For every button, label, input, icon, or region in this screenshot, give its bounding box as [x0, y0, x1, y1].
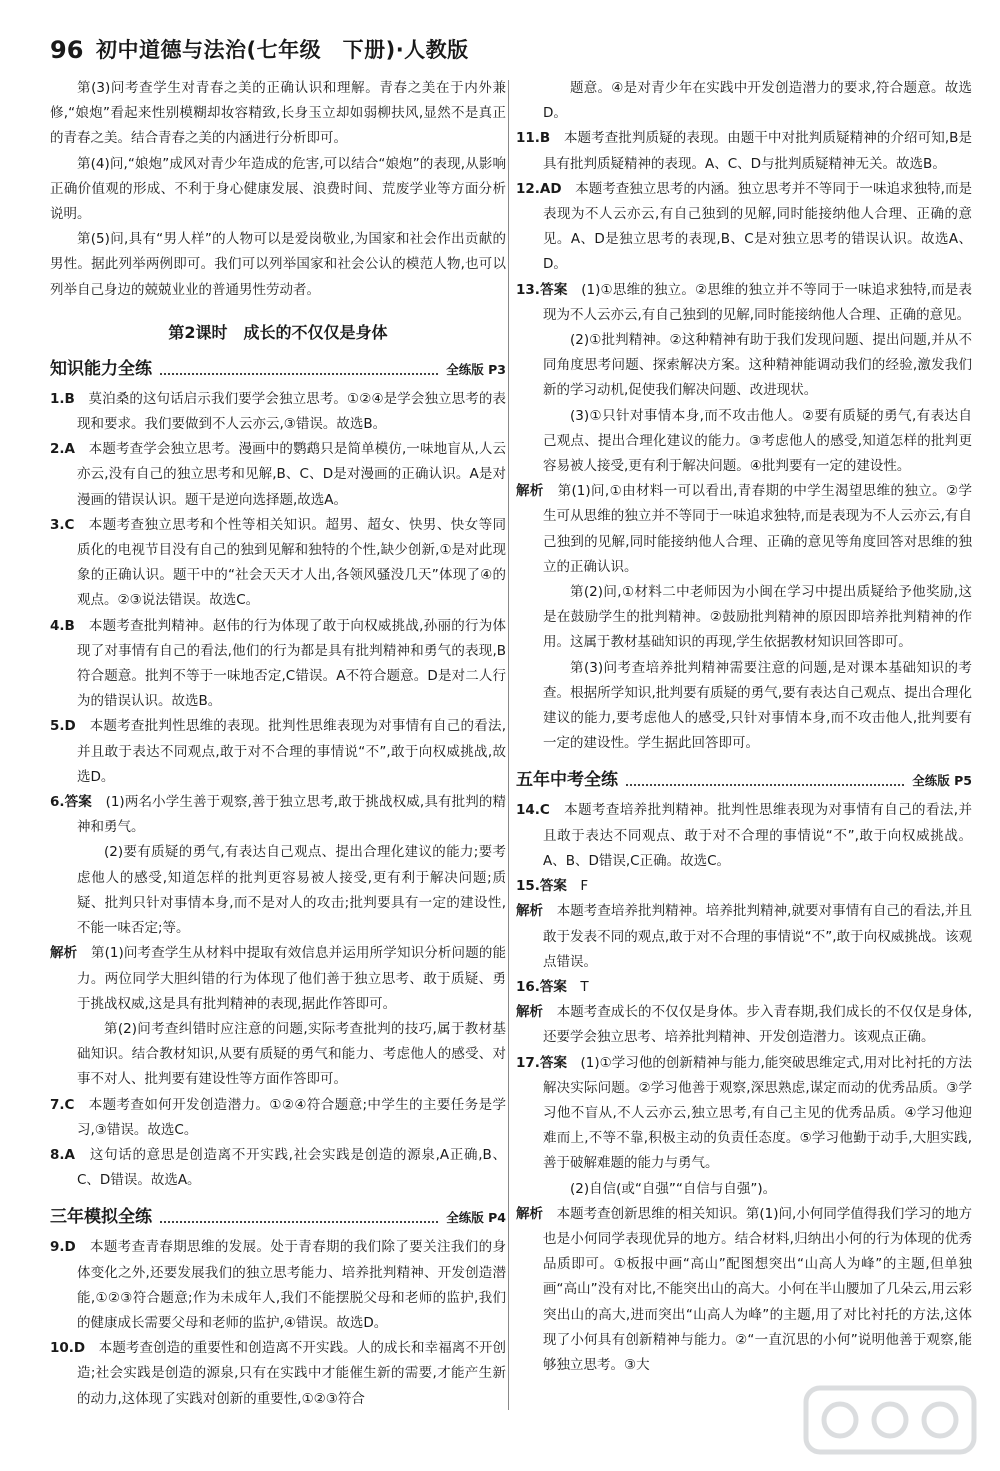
- analysis-item: [516, 1000, 972, 1050]
- answer-item: [50, 714, 506, 790]
- intro-para: 第(4)问,“娘炮”成风对青少年造成的危害,可以结合“娘炮”的表现,从影响正确价值观的形成、不利于身心健康发展、浪费时间、荒废学业等方面分析说明。: [50, 155, 506, 223]
- question-number: 12.AD: [516, 180, 562, 197]
- right-column: [516, 76, 972, 1378]
- answer-text: 本题考查批判精神。赵伟的行为体现了敢于向权威挑战,孙丽的行为体现了对事情有自己的看法,他们的行为都是具有批判精神和勇气的表现,B符合题意。批判不等于一味地否定,C错误。A不符合题意。D是对二人行为的错误认识。故选B。: [77, 617, 507, 710]
- answer-item: [50, 1143, 506, 1193]
- answer-item: [516, 177, 972, 278]
- analysis-text: 第(1)问考查学生从材料中提取有效信息并运用所学知识分析问题的能力。两位同学大胆纠错的行为体现了他们善于独立思考、敢于质疑、勇于挑战权威,这是具有批判精神的表现,据此作答即可。: [77, 945, 507, 1012]
- answer-text: (1)①学习他的创新精神与能力,能突破思维定式,用对比衬托的方法解决实际问题。②学习他善于观察,深思熟虑,谋定而动的优秀品质。③学习他不盲从,不人云亦云,独立思考,有自己主见的优秀品质。④学习他迎难而上,不等不靠,积极主动的负责任态度。⑤学习他勤于动手,大胆实践,善于破解难题的能力与勇气。: [543, 1054, 973, 1172]
- dotted-leader: [160, 373, 438, 375]
- analysis-item: [516, 899, 972, 975]
- analysis-label: 解析: [516, 483, 544, 500]
- analysis-item: [516, 479, 972, 580]
- header-title: 初中道德与法治(七年级 下册)·人教版: [96, 38, 469, 62]
- question-number: 8.A: [50, 1146, 75, 1163]
- answer-item: [516, 126, 972, 176]
- watermark-logo: [800, 1380, 980, 1460]
- question-number: 16.答案: [516, 978, 567, 995]
- question-number: 1.B: [50, 390, 75, 407]
- answer-text: T: [580, 978, 589, 995]
- intro-para: 第(5)问,具有“男人样”的人物可以是爱岗敬业,为国家和社会作出贡献的男性。据此列举两例即可。我们可以列举国家和社会公认的模范人物,也可以列举自己身边的兢兢业业的普通男性劳动者。: [50, 231, 506, 298]
- answer-item: [516, 1051, 972, 1177]
- answer-subpart: (2)①批判精神。②这种精神有助于我们发现问题、提出问题,并从不同角度思考问题、探索解决方案。这种精神能调动我们的经验,激发我们新的学习动机,促使我们解决问题、改进现状。: [543, 332, 972, 399]
- question-number: 2.A: [50, 441, 75, 458]
- analysis-label: 解析: [516, 1004, 544, 1021]
- answer-subpart: (3)①只针对事情本身,而不攻击他人。②要有质疑的勇气,有表达自己观点、提出合理化建议的能力。③考虑他人的感受,知道怎样的批判更容易被人接受,更有利于解决问题。④批判要有一定的建设性。: [543, 407, 972, 475]
- answer-text: 莫泊桑的这句话启示我们要学会独立思考。①②④是学会独立思考的表现和要求。我们要做到不人云亦云,③错误。故选B。: [77, 390, 507, 433]
- answer-text: 本题考查学会独立思考。漫画中的鹦鹉只是简单模仿,一味地盲从,人云亦云,没有自己的独立思考和见解,B、C、D是对漫画的正确认识。A是对漫画的错误认识。题干是逆向选择题,故选A。: [77, 441, 507, 508]
- section-ref: 全练版 P5: [912, 773, 972, 789]
- question-number: 3.C: [50, 516, 75, 533]
- answer-item: [50, 790, 506, 840]
- answer-item: [50, 387, 506, 437]
- question-number: 15.答案: [516, 878, 567, 895]
- answer-subpart: (2)要有质疑的勇气,有表达自己观点、提出合理化建议的能力;要考虑他人的感受,知道怎样的批判更容易被人接受,更有利于解决问题;质疑、批判只针对事情本身,而不是对人的攻击;批判要具有一定的建设性,不能一味否定;等。: [77, 844, 506, 937]
- answer-item: [50, 1336, 506, 1412]
- analysis-label: 解析: [50, 945, 78, 962]
- analysis-item: [50, 941, 506, 1017]
- question-number: 9.D: [50, 1239, 76, 1256]
- analysis-text: 本题考查成长的不仅仅是身体。步入青春期,我们成长的不仅仅是身体,还要学会独立思考、培养批判精神、开发创造潜力。该观点正确。: [543, 1004, 973, 1046]
- analysis-label: 解析: [516, 903, 544, 920]
- answer-item: [516, 874, 972, 899]
- intro-para: 第(3)问考查学生对青春之美的正确认识和理解。青春之美在于内外兼修,“娘炮”看起来性别模糊却妆容精致,长身玉立却如弱柳扶风,显然不是真正的青春之美。结合青春之美的内涵进行分析即可。: [50, 80, 506, 147]
- analysis-text: 本题考查培养批判精神。培养批判精神,就要对事情有自己的看法,并且敢于发表不同的观点,敢于对不合理的事情说“不”,敢于向权威挑战。该观点错误。: [543, 903, 973, 970]
- section-heading: [50, 355, 506, 381]
- question-number: 7.C: [50, 1096, 75, 1113]
- answer-text: (1)两名小学生善于观察,善于独立思考,敢于挑战权威,具有批判的精神和勇气。: [77, 794, 507, 836]
- analysis-subpart: 第(2)问,①材料二中老师因为小闽在学习中提出质疑给予他奖励,这是在鼓励学生的批判精神。②鼓励批判精神的原因即培养批判精神的作用。这属于教材基础知识的再现,学生依据教材知识回答即可。: [543, 584, 972, 651]
- answer-text: 本题考查培养批判精神。批判性思维表现为对事情有自己的看法,并且敢于表达不同观点、敢于对不合理的事情说“不”,敢于向权威挑战。A、B、D错误,C正确。故选C。: [543, 802, 973, 869]
- answer-subpart: (2)自信(或“自强”“自信与自强”)。: [570, 1180, 777, 1197]
- answer-item: [516, 798, 972, 874]
- answer-text: 本题考查青春期思维的发展。处于青春期的我们除了要关注我们的身体变化之外,还要发展我们的独立思考能力、培养批判精神、开发创造潜能,①②③符合题意;作为未成年人,我们不能摆脱父母和老师的监护,我们的健康成长需要父母和老师的监护,④错误。故选D。: [77, 1239, 507, 1331]
- answer-item: [50, 614, 506, 715]
- answer-text: 这句话的意思是创造离不开实践,社会实践是创造的源泉,A正确,B、C、D错误。故选A。: [77, 1146, 507, 1189]
- answer-item: [516, 975, 972, 1000]
- section-ref: 全练版 P3: [446, 361, 506, 377]
- answer-text: 本题考查独立思考和个性等相关知识。超男、超女、快男、快女等同质化的电视节目没有自己的独到见解和独特的个性,缺少创新,①是对此现象的正确认识。题干中的“社会天天才人出,各领风骚没几天”体现了④的观点。②③说法错误。故选C。: [77, 516, 507, 609]
- question-number: 11.B: [516, 130, 551, 147]
- analysis-item: [516, 1202, 972, 1378]
- dotted-leader: [626, 784, 904, 786]
- analysis-text: 第(1)问,①由材料一可以看出,青春期的中学生渴望思维的独立。②学生可从思维的独立并不等同于一味追求独特,而是表现为不人云亦云,有自己独到的见解,同时能接纳他人合理、正确的意见等角度回答对思维的独立的正确认识。: [543, 483, 973, 575]
- answer-text: 本题考查批判性思维的表现。批判性思维表现为对事情有自己的看法,并且敢于表达不同观点,敢于对不合理的事情说“不”,敢于向权威挑战,故选D。: [77, 718, 506, 785]
- answer-text: F: [580, 878, 589, 895]
- lesson-title: 第2课时 成长的不仅仅是身体: [168, 322, 388, 342]
- section-heading: [50, 1203, 506, 1229]
- answer-item: [50, 1235, 506, 1336]
- answer-item: [50, 1093, 506, 1143]
- page-number: 96: [50, 36, 84, 64]
- section-heading: [516, 766, 972, 792]
- answer-text: (1)①思维的独立。②思维的独立并不等同于一味追求独特,而是表现为不人云亦云,有自己独到的见解,同时能接纳他人合理、正确的意见。: [543, 281, 972, 323]
- section-ref: 全练版 P4: [446, 1210, 506, 1226]
- page-header: [50, 30, 950, 72]
- continued-text: 题意。④是对青少年在实践中开发创造潜力的要求,符合题意。故选D。: [543, 80, 972, 122]
- answer-item: [50, 513, 506, 614]
- question-number: 5.D: [50, 718, 76, 735]
- section-name: 知识能力全练: [50, 358, 152, 379]
- answer-text: 本题考查创造的重要性和创造离不开实践。人的成长和幸福离不开创造;社会实践是创造的源泉,只有在实践中才能催生新的需要,才能产生新的动力,这体现了实践对创新的重要性,①②③符合: [77, 1340, 507, 1407]
- question-number: 6.答案: [50, 794, 92, 811]
- answer-text: 本题考查独立思考的内涵。独立思考并不等同于一味追求独特,而是表现为不人云亦云,有自己独到的见解,同时能接纳他人合理、正确的意见。A、D是独立思考的表现,B、C是对独立思考的错误认识。故选A、D。: [543, 180, 972, 273]
- column-divider: [508, 80, 509, 1410]
- answer-text: 本题考查如何开发创造潜力。①②④符合题意;中学生的主要任务是学习,③错误。故选C。: [77, 1096, 506, 1138]
- question-number: 17.答案: [516, 1054, 567, 1071]
- question-number: 10.D: [50, 1340, 86, 1357]
- analysis-subpart: 第(3)问考查培养批判精神需要注意的问题,是对课本基础知识的考查。根据所学知识,批判要有质疑的勇气,要有表达自己观点、提出合理化建议的能力,要考虑他人的感受,只针对事情本身,而不攻击他人,批判要有一定的建设性。学生据此回答即可。: [543, 659, 972, 752]
- answer-item: [50, 437, 506, 513]
- answer-text: 本题考查批判质疑的表现。由题干中对批判质疑精神的介绍可知,B是具有批判质疑精神的表现。A、C、D与批判质疑精神无关。故选B。: [543, 130, 973, 172]
- section-name: 五年中考全练: [516, 770, 618, 791]
- question-number: 14.C: [516, 802, 550, 819]
- answer-item: [516, 278, 972, 328]
- analysis-subpart: 第(2)问考查纠错时应注意的问题,实际考查批判的技巧,属于教材基础知识。结合教材知识,从要有质疑的勇气和能力、考虑他人的感受、对事不对人、批判要有建设性等方面作答即可。: [77, 1020, 506, 1088]
- question-number: 4.B: [50, 617, 75, 634]
- section-name: 三年模拟全练: [50, 1207, 152, 1228]
- left-column: [50, 76, 506, 1412]
- question-number: 13.答案: [516, 281, 568, 298]
- dotted-leader: [160, 1221, 438, 1223]
- analysis-text: 本题考查创新思维的相关知识。第(1)问,小何同学值得我们学习的地方也是小何同学表现优异的地方。结合材料,归纳出小何的行为体现的优秀品质即可。①板报中画“高山”配图想突出“山高人为峰”的主题,但单独画“高山”没有对比,不能突出山的高大。小何在半山腰加了几朵云,用云彩突出山的高大,进而突出“山高人为峰”的主题,用了对比衬托的方法,这体现了小何具有创新精神与能力。②“一直沉思的小何”说明他善于观察,能够独立思考。③大: [543, 1205, 973, 1373]
- analysis-label: 解析: [516, 1205, 544, 1222]
